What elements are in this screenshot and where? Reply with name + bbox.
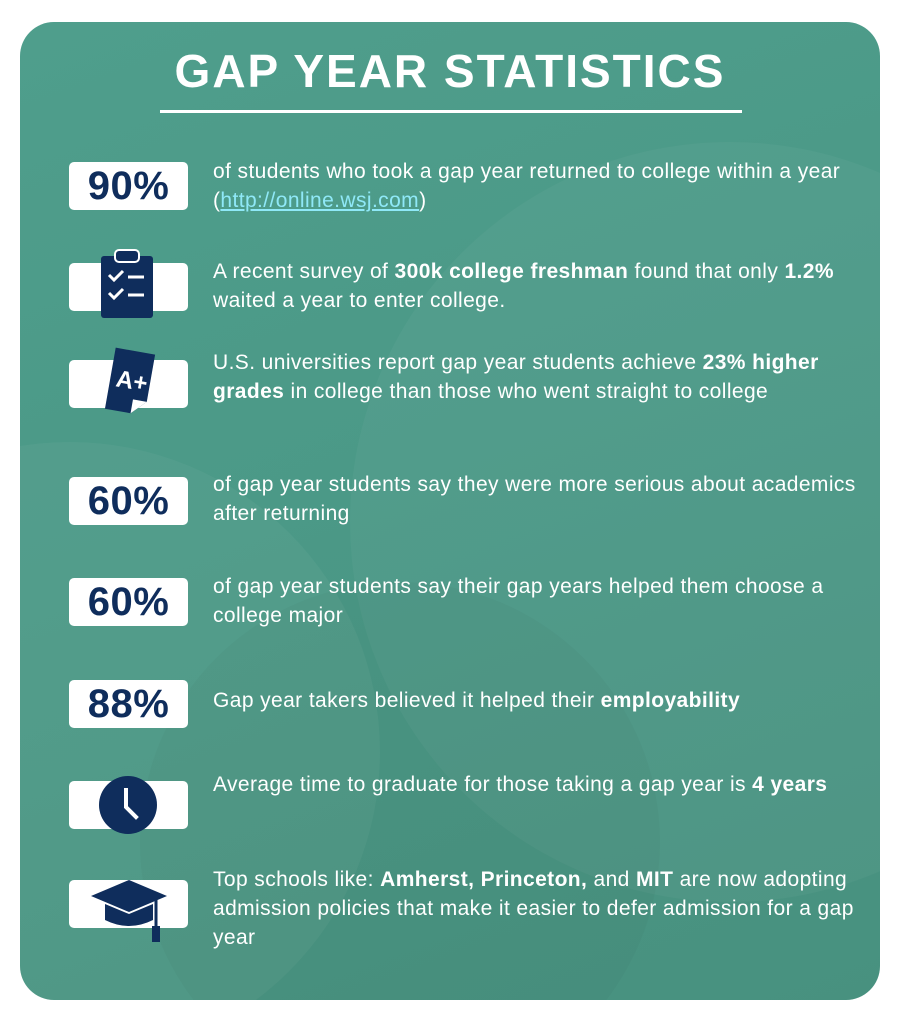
clipboard-checklist-icon bbox=[99, 248, 155, 320]
stat-text: of gap year students say their gap years helped them choose a college major bbox=[213, 575, 824, 627]
stat-badge-90: 90% bbox=[69, 162, 188, 210]
stat-text-bold: Amherst, Princeton, bbox=[380, 868, 588, 891]
stat-text: of gap year students say they were more serious about academics after returning bbox=[213, 473, 856, 525]
stat-badge-88: 88% bbox=[69, 680, 188, 728]
stat-text-bold: 300k college freshman bbox=[394, 260, 629, 283]
stat-text-part: A recent survey of bbox=[213, 260, 395, 283]
page-title: GAP YEAR STATISTICS bbox=[174, 45, 726, 97]
stat-text-bold: MIT bbox=[636, 868, 674, 891]
stat-text-part: and bbox=[587, 868, 636, 891]
stat-text bbox=[213, 157, 858, 215]
title-underline bbox=[160, 110, 742, 113]
stat-text-bold: 4 years bbox=[752, 773, 828, 796]
clock-icon bbox=[97, 774, 159, 836]
stat-text bbox=[213, 770, 858, 799]
wsj-link[interactable]: http://online.wsj.com bbox=[220, 189, 420, 212]
stat-text-part: waited a year to enter college. bbox=[213, 289, 506, 312]
stat-text-part: in college than those who went straight to college bbox=[284, 380, 769, 403]
stat-text-part: are now adopting admission policies that make it easier to defer admission for a gap year bbox=[213, 868, 854, 949]
stat-text bbox=[213, 686, 858, 715]
graduation-cap-icon bbox=[89, 874, 169, 944]
stat-text bbox=[213, 865, 858, 952]
stat-text-bold: 1.2% bbox=[784, 260, 834, 283]
stat-text-part: U.S. universities report gap year students achieve bbox=[213, 351, 703, 374]
a-plus-grade-paper-icon bbox=[104, 345, 160, 419]
stat-text-part: Gap year takers believed it helped their bbox=[213, 689, 601, 712]
stat-text-part: of students who took a gap year returned to college within a year ( bbox=[213, 160, 841, 212]
stat-text bbox=[213, 257, 858, 315]
stat-text-bold: 23% higher grades bbox=[213, 351, 819, 403]
stat-text-part: Top schools like: bbox=[213, 868, 381, 891]
stat-badge-60: 60% bbox=[69, 477, 188, 525]
a-plus-text: A+ bbox=[113, 365, 150, 398]
stat-text-bold: employability bbox=[600, 689, 741, 712]
stat-text-part: found that only bbox=[628, 260, 785, 283]
stat-text-part: ) bbox=[419, 189, 427, 212]
stat-text bbox=[213, 348, 858, 406]
stat-badge-60: 60% bbox=[69, 578, 188, 626]
stat-text-part: Average time to graduate for those taking a gap year is bbox=[213, 773, 753, 796]
